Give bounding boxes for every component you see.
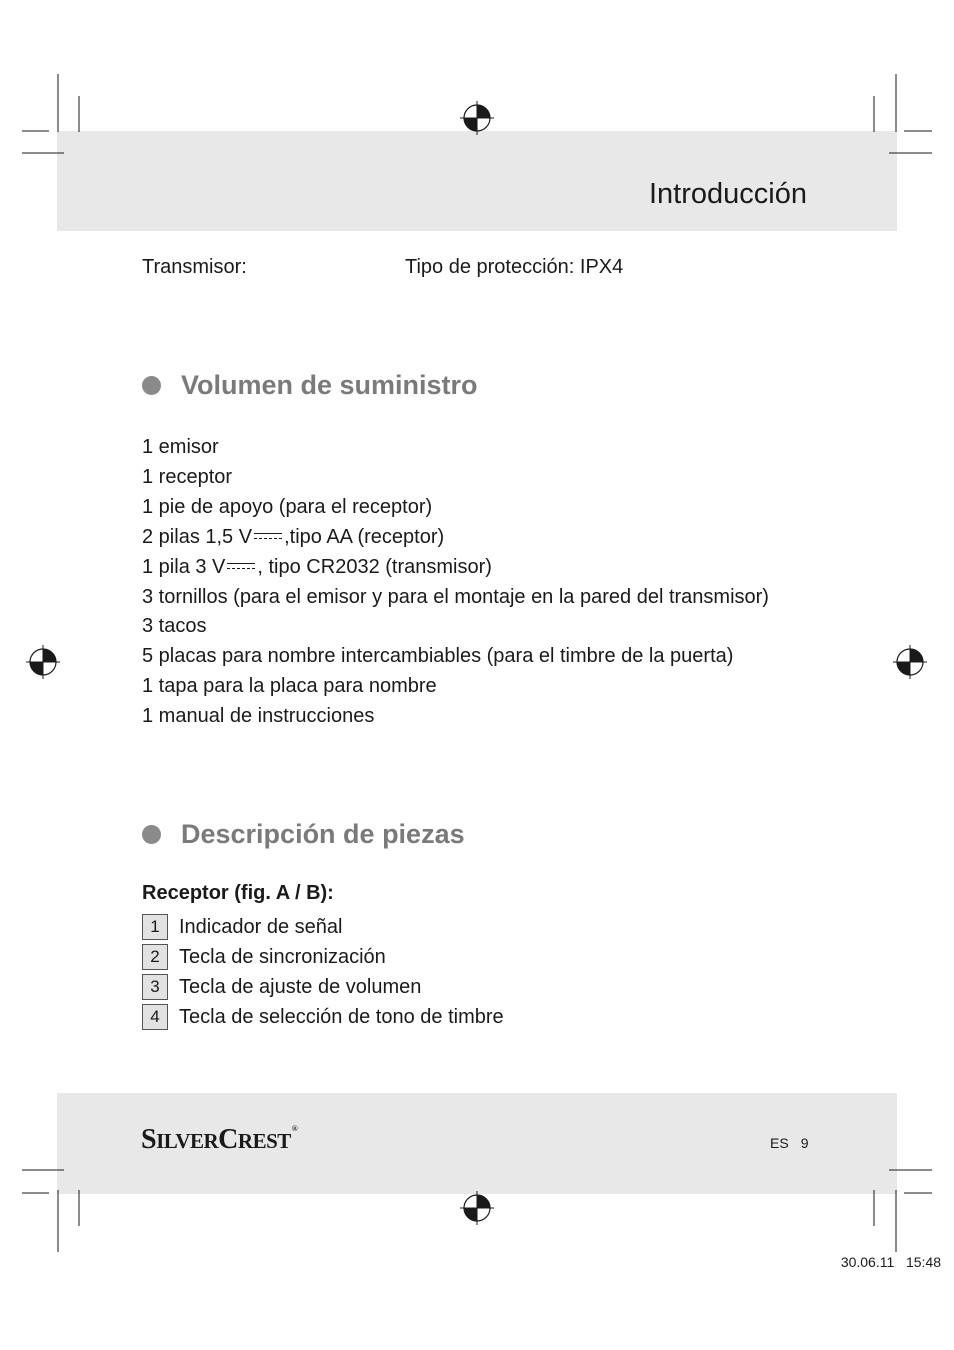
section-heading-parts: [142, 819, 465, 850]
part-number: 4: [142, 1004, 168, 1030]
part-number: 3: [142, 974, 168, 1000]
dc-symbol-icon: [227, 562, 255, 572]
spec-label: Transmisor:: [142, 256, 247, 278]
supply-list: [142, 433, 769, 732]
list-item: 1 receptor: [142, 465, 233, 488]
page-info: [770, 1135, 808, 1151]
list-item: 3 tacos: [142, 615, 207, 638]
part-label: Tecla de selección de tono de timbre: [179, 1005, 504, 1028]
list-item: 2 pilas 1,5 V ,tipo AA (receptor): [142, 525, 445, 548]
part-item: [142, 1002, 504, 1032]
part-number: 1: [142, 914, 168, 940]
list-item: 1 manual de instrucciones: [142, 705, 375, 728]
list-item: 1 tapa para la placa para nombre: [142, 675, 437, 698]
registration-mark-bottom: [460, 1191, 494, 1225]
parts-list: [142, 912, 504, 1032]
list-item: 1 pie de apoyo (para el receptor): [142, 495, 433, 518]
page-number: 9: [800, 1135, 809, 1151]
part-label: Tecla de sincronización: [179, 945, 386, 968]
part-number: 2: [142, 944, 168, 970]
print-date: 30.06.11: [840, 1254, 895, 1270]
brand-logo: SILVERCREST®: [141, 1124, 298, 1155]
dc-symbol-icon: [254, 532, 282, 542]
list-item: 3 tornillos (para el emisor y para el montaje en la pared del transmisor): [142, 585, 769, 608]
spec-value: Tipo de protección: IPX4: [405, 256, 624, 278]
print-time: 15:48: [905, 1254, 941, 1270]
part-item: [142, 942, 504, 972]
registration-mark-left: [26, 645, 60, 679]
page-title: Introducción: [649, 178, 807, 210]
registration-mark-top: [460, 101, 494, 135]
section-heading-supply: [142, 370, 478, 401]
registration-mark-right: [893, 645, 927, 679]
print-timestamp: [841, 1254, 941, 1270]
part-label: Tecla de ajuste de volumen: [179, 975, 422, 998]
part-item: [142, 972, 504, 1002]
list-item: 5 placas para nombre intercambiables (para el timbre de la puerta): [142, 645, 734, 668]
list-item: 1 pila 3 V , tipo CR2032 (transmisor): [142, 555, 492, 578]
language-code: ES: [770, 1135, 789, 1151]
list-item: 1 emisor: [142, 436, 219, 458]
parts-subheading: Receptor (fig. A / B):: [142, 882, 334, 904]
section-heading-text: Descripción de piezas: [181, 819, 465, 849]
bullet-icon: [142, 376, 161, 395]
part-item: [142, 912, 504, 942]
section-heading-text: Volumen de suministro: [181, 370, 478, 400]
bullet-icon: [142, 825, 161, 844]
part-label: Indicador de señal: [179, 915, 343, 938]
